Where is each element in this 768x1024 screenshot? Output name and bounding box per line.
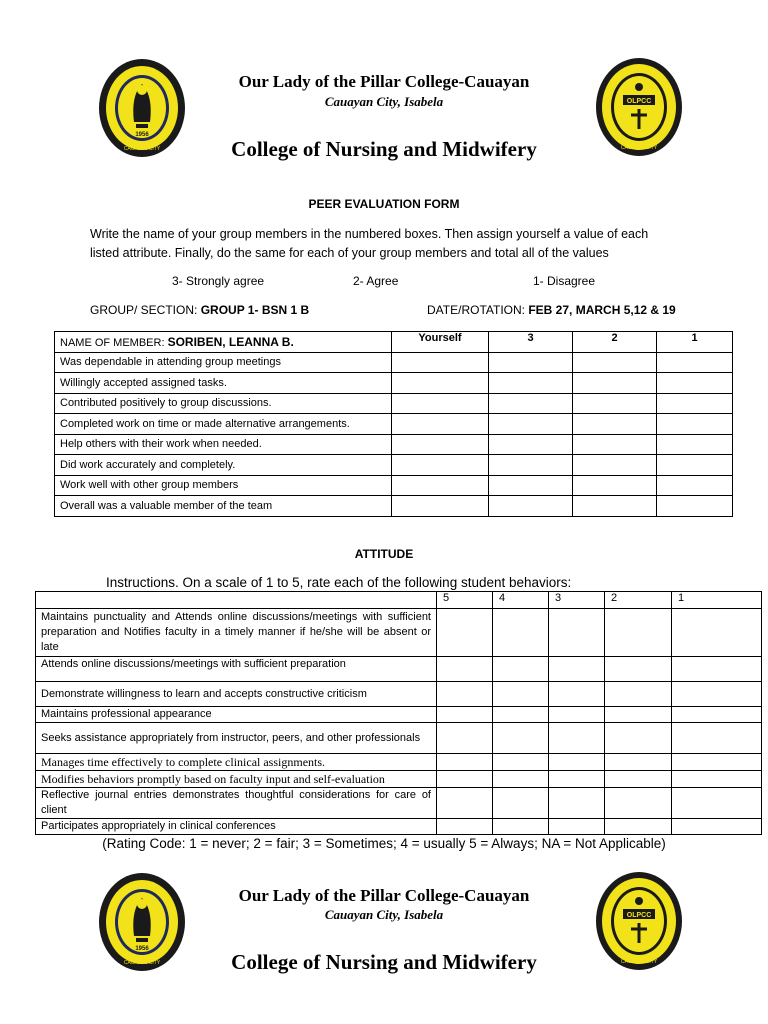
seal-year: 1956 xyxy=(135,132,149,138)
col-5: 5 xyxy=(437,592,493,609)
rating-cell[interactable] xyxy=(573,475,657,496)
rating-cell[interactable] xyxy=(549,723,605,754)
rating-cell[interactable] xyxy=(672,609,762,657)
rating-cell[interactable] xyxy=(489,475,573,496)
rating-cell[interactable] xyxy=(437,771,493,788)
rating-cell[interactable] xyxy=(657,393,733,414)
col-3: 3 xyxy=(549,592,605,609)
rating-cell[interactable] xyxy=(549,682,605,707)
rating-cell[interactable] xyxy=(392,475,489,496)
rating-cell[interactable] xyxy=(392,434,489,455)
college-name-bottom: Our Lady of the Pillar College-Cauayan xyxy=(238,886,530,905)
table-row xyxy=(36,609,762,657)
table-row xyxy=(55,496,733,517)
criterion: Willingly accepted assigned tasks. xyxy=(55,373,392,394)
criterion: Was dependable in attending group meetings xyxy=(55,352,392,373)
rating-cell[interactable] xyxy=(437,754,493,771)
rating-cell[interactable] xyxy=(672,771,762,788)
department-name-bottom: College of Nursing and Midwifery xyxy=(231,950,537,974)
rating-cell[interactable] xyxy=(657,434,733,455)
rating-cell[interactable] xyxy=(573,414,657,435)
scale-disagree: 1- Disagree xyxy=(533,274,596,288)
criterion: Completed work on time or made alternative arrangements. xyxy=(55,414,392,435)
attitude-instructions: Instructions. On a scale of 1 to 5, rate each of the following student behaviors: xyxy=(106,575,572,590)
rating-cell[interactable] xyxy=(392,393,489,414)
form-instructions: Write the name of your group members in the numbered boxes. Then assign yourself a value of each listed attribute. Finally, do the same for each of your group members and total all of the values xyxy=(90,227,649,260)
rating-cell[interactable] xyxy=(549,819,605,835)
rating-cell[interactable] xyxy=(549,754,605,771)
rating-cell[interactable] xyxy=(437,819,493,835)
table-header-row xyxy=(55,332,733,353)
rating-cell[interactable] xyxy=(549,707,605,723)
rating-cell[interactable] xyxy=(489,496,573,517)
behavior: Modifies behaviors promptly based on faculty input and self-evaluation xyxy=(36,771,437,788)
date-value: FEB 27, MARCH 5,12 & 19 xyxy=(528,303,676,317)
rating-cell[interactable] xyxy=(493,788,549,819)
rating-cell[interactable] xyxy=(573,496,657,517)
rating-cell[interactable] xyxy=(605,754,672,771)
college-city-bottom: Cauayan City, Isabela xyxy=(324,907,444,922)
col-yourself: Yourself xyxy=(392,332,489,353)
peer-evaluation-table xyxy=(54,331,733,517)
seal-bottom-text: CAUAYAN CITY xyxy=(123,960,161,966)
rating-cell[interactable] xyxy=(493,819,549,835)
department-name-top: College of Nursing and Midwifery xyxy=(231,137,537,161)
col-3: 3 xyxy=(489,332,573,353)
table-row xyxy=(36,682,762,707)
table-row xyxy=(36,657,762,682)
behavior: Seeks assistance appropriately from instructor, peers, and other professionals xyxy=(36,723,437,754)
col-2: 2 xyxy=(605,592,672,609)
rating-cell[interactable] xyxy=(549,771,605,788)
rating-cell[interactable] xyxy=(493,682,549,707)
nursing-seal-right xyxy=(595,57,683,157)
table-row xyxy=(55,455,733,476)
criterion: Work well with other group members xyxy=(55,475,392,496)
rating-cell[interactable] xyxy=(657,475,733,496)
rating-cell[interactable] xyxy=(493,754,549,771)
behavior: Maintains professional appearance xyxy=(36,707,437,723)
table-row xyxy=(36,819,762,835)
behavior: Reflective journal entries demonstrates thoughtful considerations for care of client xyxy=(36,788,437,819)
scale-strongly-agree: 3- Strongly agree xyxy=(172,274,265,288)
seal-center-text: OLPCC xyxy=(626,912,652,919)
seal-year: 1956 xyxy=(135,946,149,952)
table-row xyxy=(55,434,733,455)
date-rotation xyxy=(427,303,676,317)
rating-cell[interactable] xyxy=(605,657,672,682)
table-row xyxy=(55,475,733,496)
table-header-row xyxy=(36,592,762,609)
rating-cell[interactable] xyxy=(672,707,762,723)
group-section xyxy=(90,303,309,317)
rating-code: (Rating Code: 1 = never; 2 = fair; 3 = Sometimes; 4 = usually 5 = Always; NA = Not Applicable) xyxy=(102,836,666,851)
college-city-top: Cauayan City, Isabela xyxy=(324,94,444,109)
rating-cell[interactable] xyxy=(657,496,733,517)
rating-cell[interactable] xyxy=(392,373,489,394)
member-label: NAME OF MEMBER: xyxy=(60,336,168,349)
rating-cell[interactable] xyxy=(672,788,762,819)
rating-cell[interactable] xyxy=(437,788,493,819)
table-row xyxy=(55,414,733,435)
behavior: Attends online discussions/meetings with sufficient preparation xyxy=(36,657,437,682)
rating-cell[interactable] xyxy=(392,496,489,517)
group-value: GROUP 1- BSN 1 B xyxy=(200,303,310,317)
rating-cell[interactable] xyxy=(573,434,657,455)
rating-cell[interactable] xyxy=(489,414,573,435)
table-row xyxy=(36,707,762,723)
rating-cell[interactable] xyxy=(437,707,493,723)
rating-cell[interactable] xyxy=(605,682,672,707)
attitude-table xyxy=(35,591,762,835)
table-row xyxy=(55,352,733,373)
table-row xyxy=(55,393,733,414)
rating-cell[interactable] xyxy=(437,657,493,682)
rating-cell[interactable] xyxy=(573,373,657,394)
seal-bottom-text: CAUAYAN CITY xyxy=(620,959,658,965)
table-row xyxy=(36,771,762,788)
table-row xyxy=(36,754,762,771)
rating-cell[interactable] xyxy=(549,609,605,657)
rating-cell[interactable] xyxy=(605,723,672,754)
rating-cell[interactable] xyxy=(493,771,549,788)
rating-cell[interactable] xyxy=(392,414,489,435)
rating-cell[interactable] xyxy=(489,393,573,414)
rating-cell[interactable] xyxy=(657,414,733,435)
rating-cell[interactable] xyxy=(672,723,762,754)
behavior: Maintains punctuality and Attends online discussions/meetings with sufficient preparation and Notifies faculty in a timely manner if he/she will be absent or late xyxy=(36,609,437,657)
nursing-seal-right-bottom xyxy=(595,871,683,971)
seal-bottom-text: CAUAYAN CITY xyxy=(620,145,658,151)
col-1: 1 xyxy=(657,332,733,353)
rating-cell[interactable] xyxy=(672,657,762,682)
seal-bottom-text: CAUAYAN CITY xyxy=(123,146,161,152)
rating-cell[interactable] xyxy=(493,707,549,723)
rating-cell[interactable] xyxy=(489,434,573,455)
rating-cell[interactable] xyxy=(392,352,489,373)
date-label: DATE/ROTATION: xyxy=(427,303,529,317)
rating-cell[interactable] xyxy=(489,373,573,394)
rating-cell[interactable] xyxy=(573,393,657,414)
seal-center-text: OLPCC xyxy=(626,98,652,105)
rating-cell[interactable] xyxy=(489,352,573,373)
form-title: PEER EVALUATION FORM xyxy=(308,197,460,211)
behavior: Participates appropriately in clinical conferences xyxy=(36,819,437,835)
group-label: GROUP/ SECTION: xyxy=(90,303,201,317)
rating-cell[interactable] xyxy=(573,455,657,476)
scale-agree: 2- Agree xyxy=(353,274,399,288)
rating-cell[interactable] xyxy=(605,819,672,835)
rating-cell[interactable] xyxy=(672,754,762,771)
rating-cell[interactable] xyxy=(657,373,733,394)
rating-cell[interactable] xyxy=(392,455,489,476)
rating-cell[interactable] xyxy=(573,352,657,373)
rating-cell[interactable] xyxy=(493,609,549,657)
criterion: Contributed positively to group discussions. xyxy=(55,393,392,414)
table-row xyxy=(36,788,762,819)
rating-cell[interactable] xyxy=(605,609,672,657)
rating-cell[interactable] xyxy=(672,819,762,835)
table-row xyxy=(55,373,733,394)
rating-cell[interactable] xyxy=(605,707,672,723)
rating-cell[interactable] xyxy=(437,682,493,707)
rating-cell[interactable] xyxy=(493,723,549,754)
col-1: 1 xyxy=(672,592,762,609)
rating-cell[interactable] xyxy=(437,609,493,657)
behavior: Manages time effectively to complete clinical assignments. xyxy=(36,754,437,771)
member-name-cell xyxy=(55,332,392,353)
rating-cell[interactable] xyxy=(605,771,672,788)
rating-cell[interactable] xyxy=(489,455,573,476)
header-blank xyxy=(36,592,437,609)
rating-cell[interactable] xyxy=(657,352,733,373)
rating-cell[interactable] xyxy=(549,788,605,819)
rating-cell[interactable] xyxy=(657,455,733,476)
rating-cell[interactable] xyxy=(493,657,549,682)
criterion: Help others with their work when needed. xyxy=(55,434,392,455)
member-name: SORIBEN, LEANNA B. xyxy=(167,334,294,349)
table-row xyxy=(36,723,762,754)
criterion: Did work accurately and completely. xyxy=(55,455,392,476)
college-name-top: Our Lady of the Pillar College-Cauayan xyxy=(238,72,530,91)
criterion: Overall was a valuable member of the team xyxy=(55,496,392,517)
attitude-title: ATTITUDE xyxy=(354,547,414,561)
rating-cell[interactable] xyxy=(437,723,493,754)
behavior: Demonstrate willingness to learn and accepts constructive criticism xyxy=(36,682,437,707)
col-4: 4 xyxy=(493,592,549,609)
rating-cell[interactable] xyxy=(549,657,605,682)
rating-cell[interactable] xyxy=(672,682,762,707)
rating-cell[interactable] xyxy=(605,788,672,819)
col-2: 2 xyxy=(573,332,657,353)
